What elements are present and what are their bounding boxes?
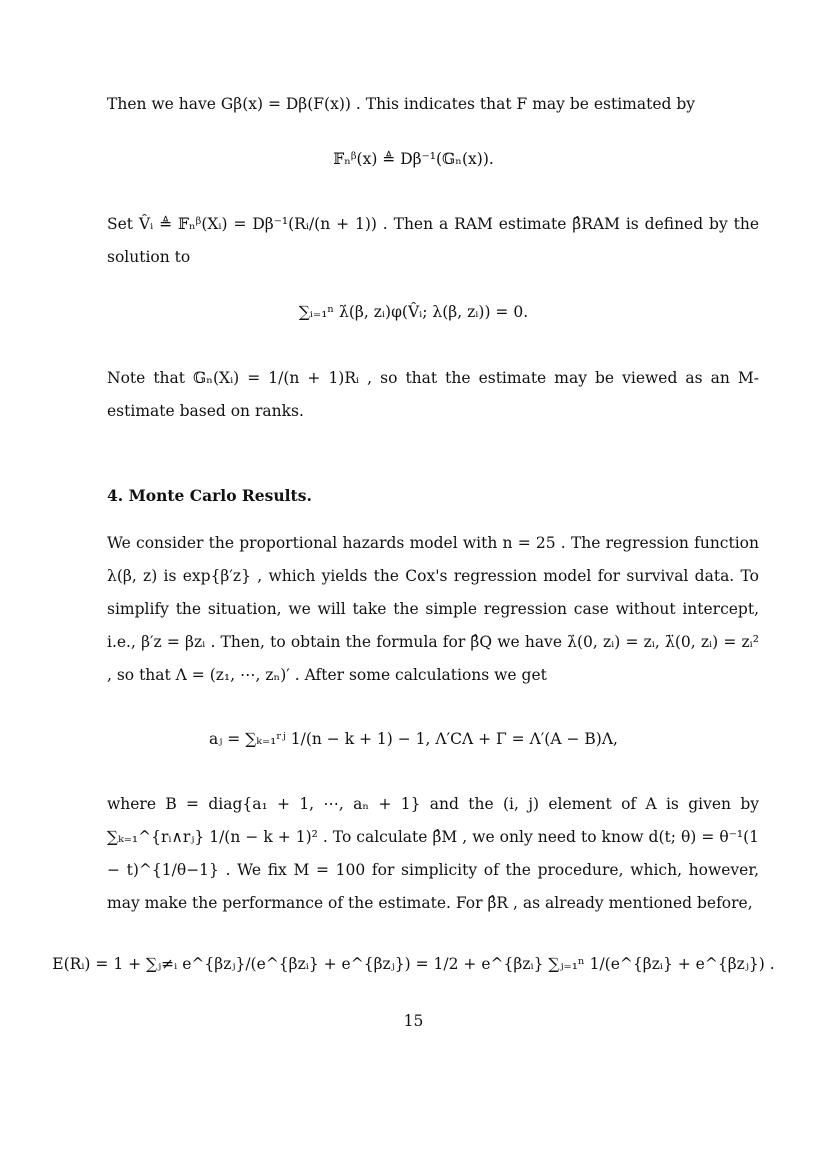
page-number: 15 — [403, 1012, 424, 1030]
paragraph-intro: Then we have Gβ(x) = Dβ(F(x)) . This indicates that F may be estimated by — [107, 95, 696, 113]
paragraph-note: Note that 𝔾ₙ(Xᵢ) = 1/(n + 1)Rᵢ , so that the estimate may be viewed as an M-estimate based on ranks. — [107, 369, 759, 420]
equation-expected-rank: E(Rᵢ) = 1 + ∑ⱼ≠ᵢ e^{βzⱼ}/(e^{βzᵢ} + e^{βzⱼ}) = 1/2 + e^{βzᵢ} ∑ⱼ₌₁ⁿ 1/(e^{βzᵢ} + e^{βzⱼ}) . — [52, 955, 775, 973]
paragraph-where: where B = diag{a₁ + 1, ⋯, aₙ + 1} and the (i, j) element of A is given by ∑ₖ₌₁^{rᵢ∧rⱼ} 1/(n − k + 1)² . To calculate β̂M , we only need to know d(t; θ) = θ⁻¹(1 − t)^{1/θ−1} . We fix M = 100 for simplicity of the procedure, which, however, may make the performance of the estimate. For β̂R , as already mentioned before, — [107, 795, 759, 912]
equation-ram-solution: ∑ᵢ₌₁ⁿ λ̇(β, zᵢ)φ(V̂ᵢ; λ(β, zᵢ)) = 0. — [298, 303, 529, 321]
equation-aj: aⱼ = ∑ₖ₌₁ʳʲ 1/(n − k + 1) − 1, Λ′CΛ + Γ = Λ′(A − B)Λ, — [209, 730, 618, 748]
paragraph-ram-estimate: Set V̂ᵢ ≜ 𝔽ₙᵝ(Xᵢ) = Dβ⁻¹(Rᵢ/(n + 1)) . Then a RAM estimate β̂RAM is defined by the solution to — [107, 215, 759, 266]
section-heading: 4. Monte Carlo Results. — [107, 486, 312, 505]
paragraph-model: We consider the proportional hazards model with n = 25 . The regression function λ(β, z) is exp{β′z} , which yields the Cox's regression model for survival data. To simplify the situation, we will take the simple regression case without intercept, i.e., β′z = βzᵢ . Then, to obtain the formula for β̂Q we have λ̇(0, zᵢ) = zᵢ, λ̈(0, zᵢ) = zᵢ² , so that Λ = (z₁, ⋯, zₙ)′ . After some calculations we get — [107, 534, 759, 684]
equation-estimator: 𝔽ₙᵝ(x) ≜ Dβ⁻¹(𝔾ₙ(x)). — [333, 150, 494, 168]
